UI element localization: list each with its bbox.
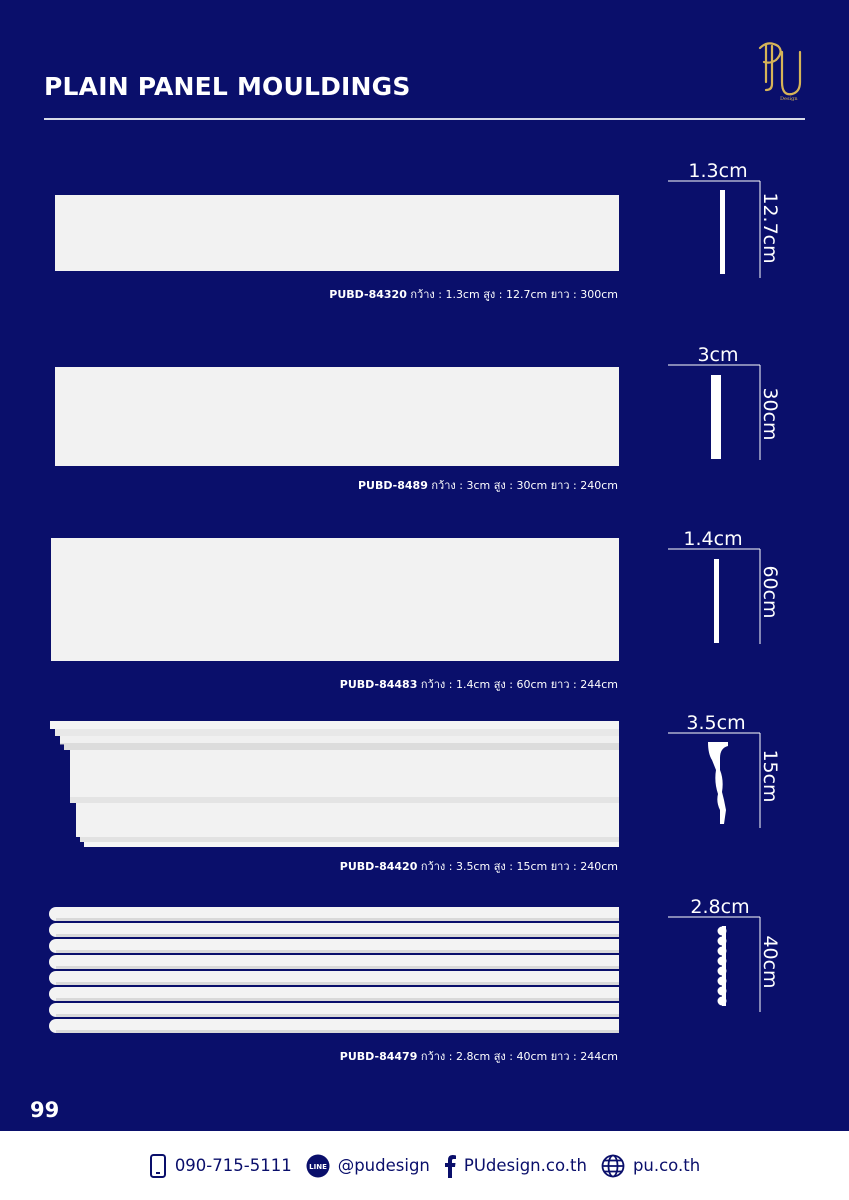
facebook-page: PUdesign.co.th xyxy=(463,1156,587,1175)
contact-footer xyxy=(0,1131,849,1200)
product-code: PUBD-8489 xyxy=(357,479,428,492)
product-spec: กว้าง : 1.4cm สูง : 60cm ยาว : 244cm xyxy=(420,678,618,691)
flat-strip-profile xyxy=(720,190,725,274)
website-contact[interactable] xyxy=(601,1154,700,1178)
line-icon xyxy=(306,1154,330,1178)
width-label: 1.3cm xyxy=(688,160,748,182)
product-code: PUBD-84483 xyxy=(339,678,418,691)
width-label: 3.5cm xyxy=(686,712,746,734)
website-url: pu.co.th xyxy=(632,1156,701,1175)
height-label: 30cm xyxy=(759,387,781,441)
width-label: 3cm xyxy=(697,344,739,366)
title-divider xyxy=(44,118,805,120)
width-label: 2.8cm xyxy=(690,896,750,918)
line-contact[interactable] xyxy=(306,1154,430,1178)
moulding-image xyxy=(50,721,619,847)
product-spec: กว้าง : 3cm สูง : 30cm ยาว : 240cm xyxy=(431,479,618,492)
profile-diagram xyxy=(668,894,788,1014)
page-number: 99 xyxy=(30,1098,60,1122)
width-label: 1.4cm xyxy=(683,528,743,550)
moulding-image xyxy=(55,367,619,466)
height-label: 12.7cm xyxy=(759,192,781,264)
product-spec: กว้าง : 1.3cm สูง : 12.7cm ยาว : 300cm xyxy=(410,288,618,301)
facebook-icon xyxy=(444,1154,456,1178)
facebook-contact[interactable] xyxy=(444,1154,587,1178)
product-spec: กว้าง : 2.8cm สูง : 40cm ยาว : 244cm xyxy=(420,1050,618,1063)
height-label: 40cm xyxy=(759,935,781,989)
stepped-cornice-profile xyxy=(708,742,728,824)
profile-diagram xyxy=(668,526,788,646)
height-label: 60cm xyxy=(759,565,781,619)
moulding-image xyxy=(48,906,619,1034)
profile-diagram xyxy=(668,710,788,830)
svg-text:LINE: LINE xyxy=(308,1162,327,1171)
phone-contact[interactable] xyxy=(149,1154,292,1178)
fluted-profile xyxy=(718,926,727,1006)
product-caption xyxy=(340,675,618,693)
globe-icon xyxy=(601,1154,625,1178)
line-handle: @pudesign xyxy=(337,1156,430,1175)
product-code: PUBD-84320 xyxy=(329,288,407,301)
moulding-image xyxy=(51,538,619,661)
profile-diagram xyxy=(668,342,788,462)
height-label: 15cm xyxy=(759,749,781,803)
phone-number: 090-715-5111 xyxy=(174,1156,292,1175)
phone-icon xyxy=(149,1154,167,1178)
product-caption xyxy=(340,857,618,875)
product-code: PUBD-84420 xyxy=(339,860,418,873)
product-caption xyxy=(329,285,618,303)
page-title: PLAIN PANEL MOULDINGS xyxy=(44,72,411,101)
profile-diagram xyxy=(668,158,788,278)
product-caption xyxy=(340,1047,618,1065)
flat-strip-profile xyxy=(714,559,719,643)
product-spec: กว้าง : 3.5cm สูง : 15cm ยาว : 240cm xyxy=(420,860,618,873)
pu-design-logo xyxy=(752,38,808,102)
product-caption xyxy=(358,476,618,494)
product-code: PUBD-84479 xyxy=(339,1050,418,1063)
moulding-image xyxy=(55,195,619,271)
flat-strip-profile xyxy=(711,375,721,459)
svg-text:Design: Design xyxy=(780,96,798,102)
